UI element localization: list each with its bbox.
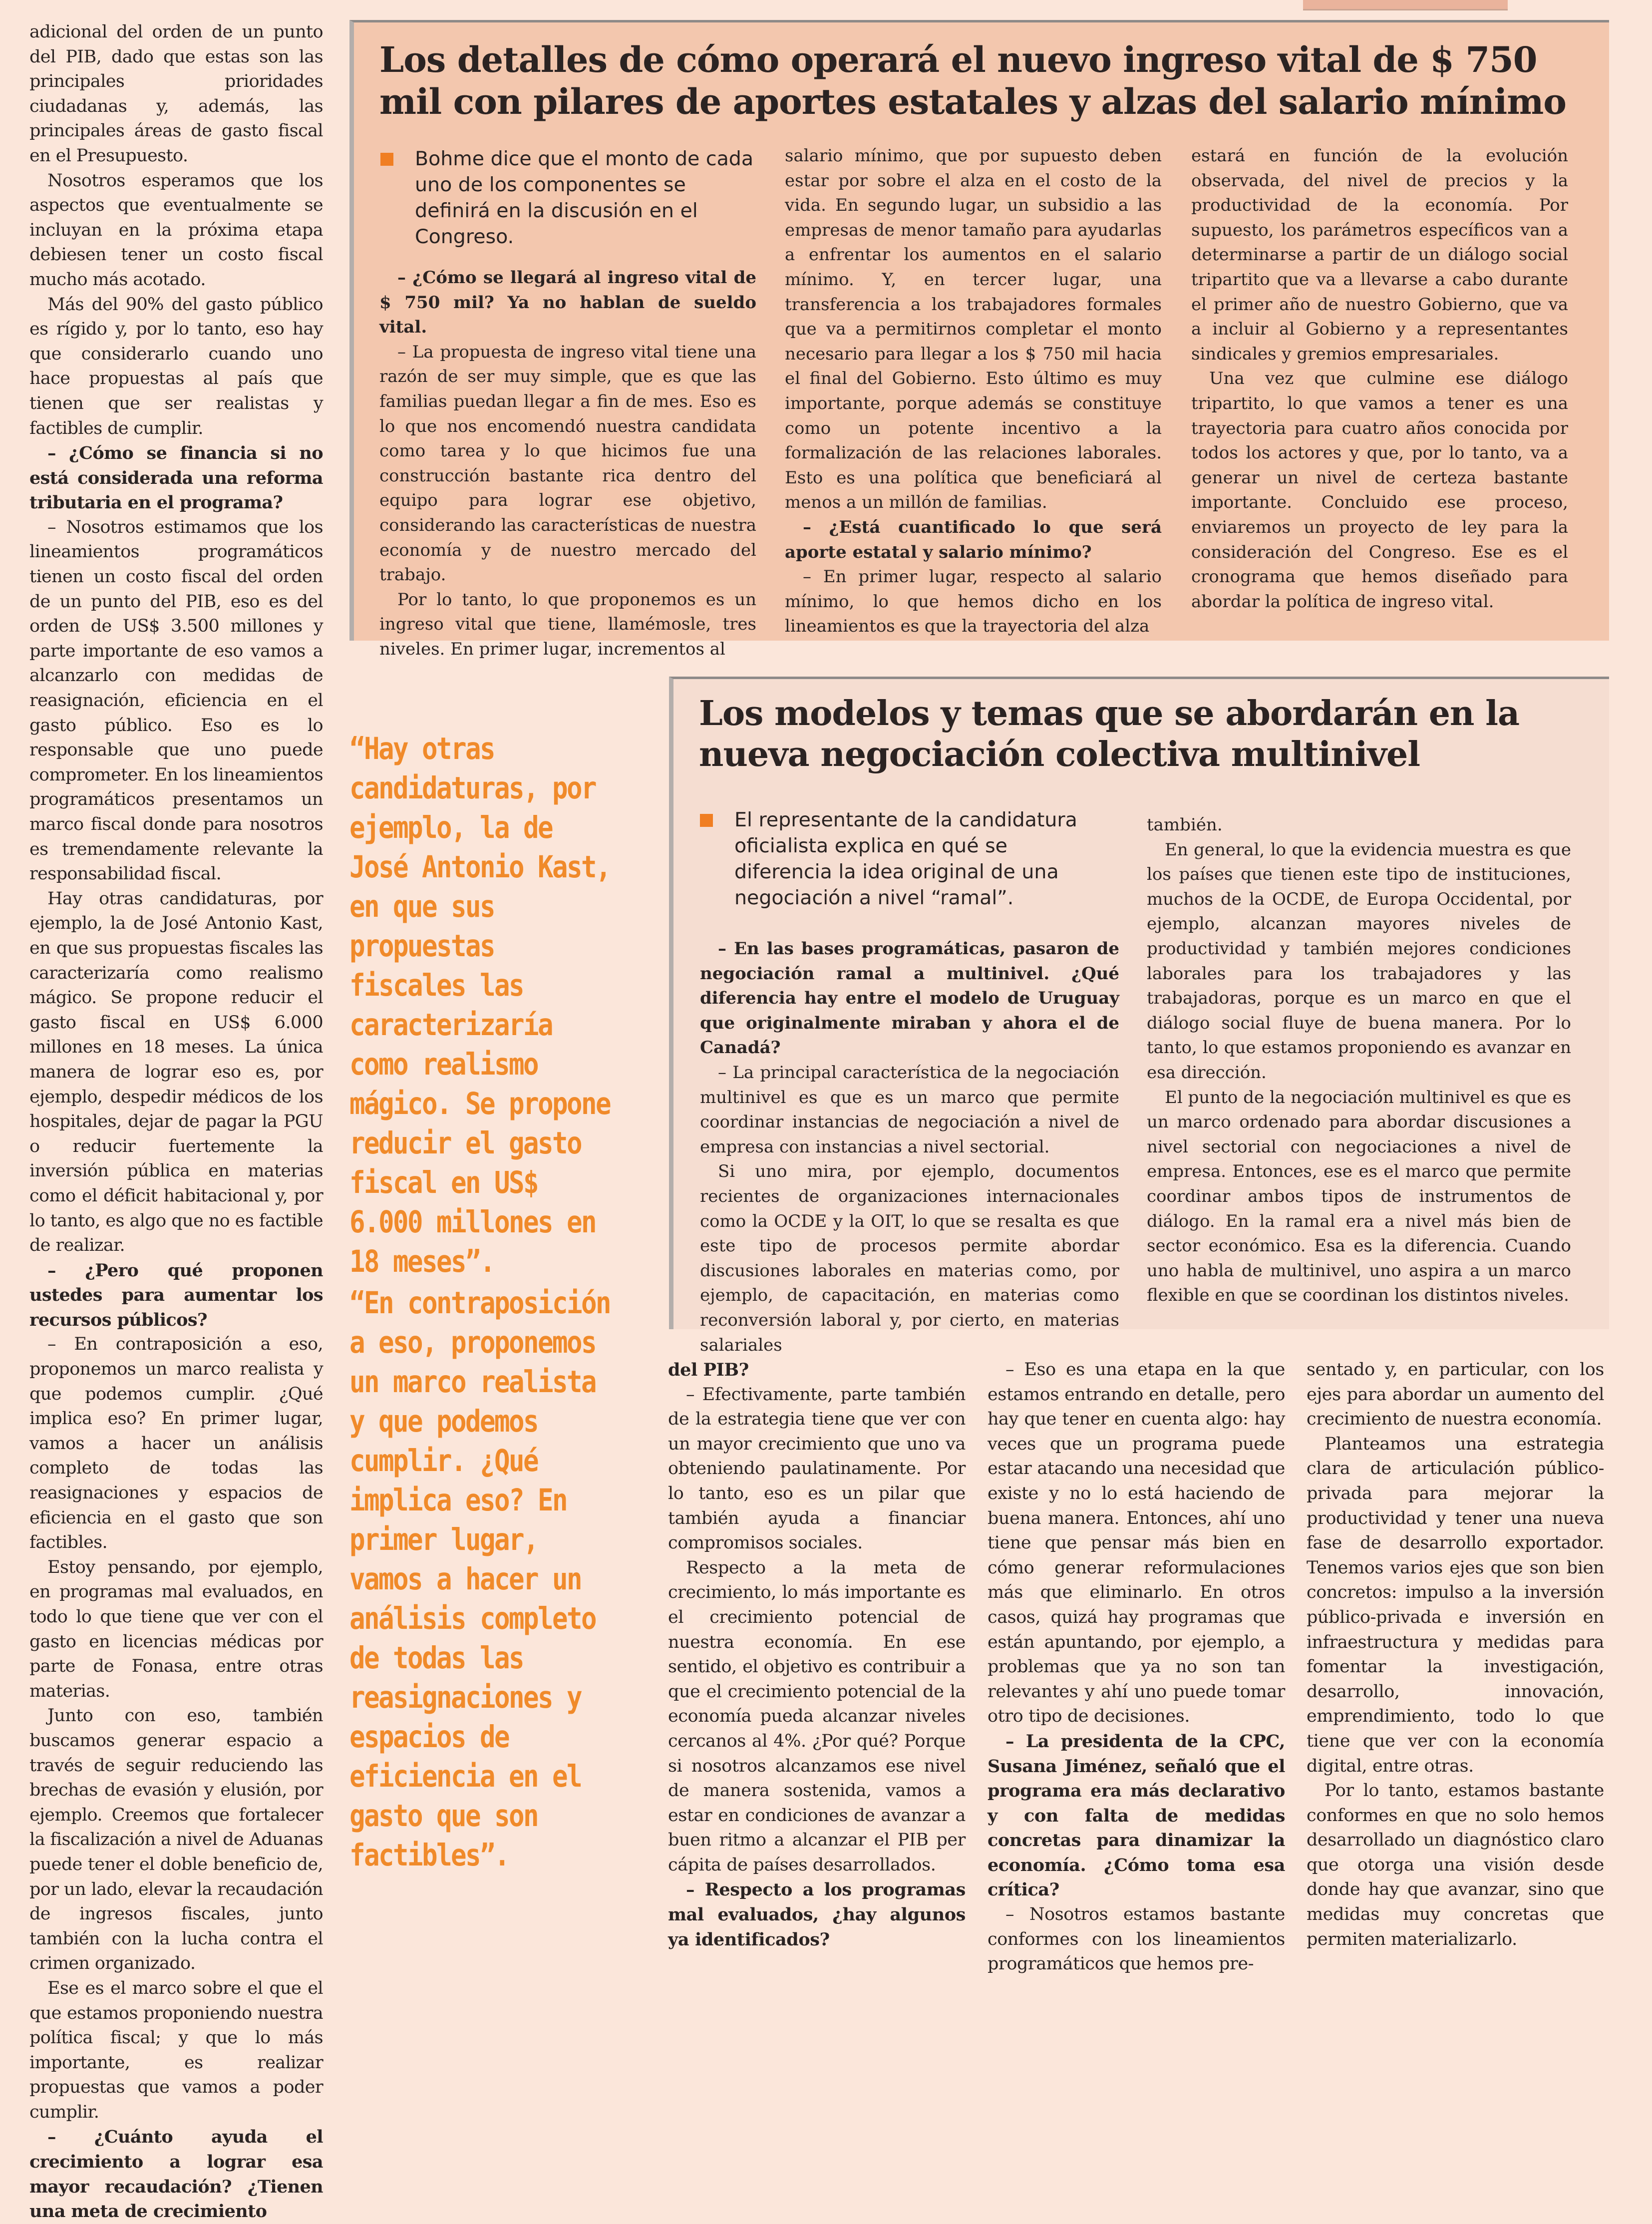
bottom-col-1 (668, 1358, 966, 1952)
interview-question: – En las bases programáticas, pasaron de negociación ramal a multinivel. ¿Qué diferencia hay entre el modelo de Uruguay que originalmente miraban y ahora el de Canadá? (700, 939, 1119, 1058)
bottom-col-2 (988, 1358, 1285, 1977)
paragraph: Si uno mira, por ejemplo, documentos recientes de organizaciones internacionales como la OCDE y la OIT, lo que se resalta es que este tipo de procesos permite abordar discusiones laborales en materias como, por ejemplo, de capacitación, en materias como reconversión laboral y, por cierto, en materias salariales (700, 1161, 1119, 1355)
top-tab-decoration (1303, 0, 1508, 10)
interview-question: – ¿Pero qué proponen ustedes para aumentar los recursos públicos? (29, 1260, 323, 1330)
paragraph: El punto de la negociación multinivel es que es un marco ordenado para abordar discusiones a nivel sectorial con negociaciones a nivel de empresa. Entonces, ese es el marco que permite coordinar ambos tipos de instrumentos de diálogo. En la ramal era a nivel más bien de sector económico. Esa es la diferencia. Cuando uno habla de multinivel, uno aspira a un marco flexible en que se coordinan los distintos niveles. (1147, 1087, 1571, 1306)
paragraph: – Eso es una etapa en la que estamos entrando en detalle, pero hay que tener en cuenta algo: hay veces que un programa puede estar atacando una necesidad que existe y no lo está haciendo de buena manera. Entonces, ahí uno tiene que pensar más bien en cómo generar reformulaciones más que eliminarlo. En otros casos, quizá hay programas que están apuntando, por ejemplo, a problemas que ya no son tan relevantes y ahí uno puede tomar otro tipo de decisiones. (988, 1360, 1285, 1727)
interview-question: del PIB? (668, 1360, 749, 1380)
paragraph: Estoy pensando, por ejemplo, en programas mal evaluados, en todo lo que tiene que ver con el gasto en licencias médicas por parte de Fonasa, entre otras materias. (29, 1557, 323, 1701)
pull-quote-1: “Hay otras candidaturas, por ejemplo, la de José Antonio Kast, en que sus propuestas fiscales las caracterizaría como realismo mágico. Se propone reducir el gasto fiscal en US$ 6.000 millones en 18 meses”. (349, 731, 611, 1279)
paragraph: – Nosotros estimamos que los lineamientos programáticos tienen un costo fiscal del orden de un punto del PIB, eso es del orden de US$ 3.500 millones y parte importante de eso vamos a alcanzarlo con medidas de reasignación, eficiencia en el gasto público. Eso es lo responsable que uno puede comprometer. En los lineamientos programáticos presentamos un marco fiscal donde para nosotros es tremendamente relevante la responsabilidad fiscal. (29, 517, 323, 884)
paragraph: Más del 90% del gasto público es rígido y, por lo tanto, eso hay que considerarlo cuando uno hace propuestas al país que tienen que ser realistas y factibles de cumplir. (29, 294, 323, 438)
paragraph: Hay otras candidaturas, por ejemplo, la de José Antonio Kast, en que sus propuestas fiscales las caracterizaría como realismo mágico. Se propone reducir el gasto fiscal en US$ 6.000 millones en 18 meses. La única manera de lograr eso es, por ejemplo, despedir médicos de los hospitales, dejar de pagar la PGU o reducir fuertemente la inversión pública en materias como el déficit habitacional y, por lo tanto, es algo que no es factible de realizar. (29, 888, 323, 1256)
paragraph: Por lo tanto, estamos bastante conformes en que no solo hemos desarrollado un diagnóstico claro que otorga una visión desde donde hay que avanzar, sino que medidas muy concretas que permiten materializarlo. (1307, 1781, 1604, 1949)
paragraph: salario mínimo, que por supuesto deben estar por sobre el alza en el costo de la vida. En segundo lugar, un subsidio a las empresas de menor tamaño para ayudarlas a enfrentar los aumentos en el salario mínimo. Y, en tercer lugar, una transferencia a los trabajadores formales que va a permitirnos completar el monto necesario para llegar a los $ 750 mil hacia el final del Gobierno. Esto último es muy importante, porque además se constituye como un potente incentivo a la formalización de las relaciones laborales. Esto es una política que beneficiará al menos a un millón de familias. (785, 146, 1162, 513)
paragraph: Junto con eso, también buscamos generar espacio a través de seguir reduciendo las brechas de evasión y elusión, por ejemplo. Creemos que fortalecer la fiscalización a nivel de Aduanas puede tener el doble beneficio de, por un lado, elevar la recaudación de ingresos fiscales, junto también con la lucha contra el crimen organizado. (29, 1706, 323, 1974)
paragraph: Una vez que culmine ese diálogo tripartito, lo que vamos a tener es una trayectoria para cuatro años conocida por todos los actores y que, por lo tanto, va a generar un nivel de certeza bastante importante. Concluido ese proceso, enviaremos un proyecto de ley para la consideración del Congreso. Ese es el cronograma que hemos diseñado para abordar la política de ingreso vital. (1191, 369, 1568, 612)
paragraph: Ese es el marco sobre el que el que estamos proponiendo nuestra política fiscal; y que lo más importante, es realizar propuestas que vamos a poder cumplir. (29, 1978, 323, 2122)
paragraph: adicional del orden de un punto del PIB, dado que estas son las principales prioridades ciudadanas y, además, las principales áreas de gasto fiscal en el Presupuesto. (29, 22, 323, 166)
ingreso-vital-col-2 (785, 144, 1162, 639)
paragraph: estará en función de la evolución observada, del nivel de precios y la productividad de la economía. Por supuesto, los parámetros específicos van a determinarse a partir de un diálogo social tripartito que va a llevarse a cabo durante el primer año de nuestro Gobierno, que va a incluir al Gobierno y a representantes sindicales y gremios empresariales. (1191, 146, 1568, 364)
paragraph: – La principal característica de la negociación multinivel es que es un marco que permite coordinar instancias de negociación a nivel de empresa con instancias a nivel sectorial. (700, 1062, 1119, 1157)
paragraph: – Nosotros estamos bastante conformes con los lineamientos programáticos que hemos pre- (988, 1904, 1285, 1974)
pull-quote-2: “En contraposición a eso, proponemos un marco realista y que podemos cumplir. ¿Qué implica eso? En primer lugar, vamos a hacer un análisis completo de todas las reasignaciones y espacios de eficiencia en el gasto que son factibles”. (349, 1285, 611, 1873)
negociacion-headline: Los modelos y temas que se abordarán en la nueva negociación colectiva multinivel (699, 694, 1520, 774)
ingreso-vital-col-3 (1191, 144, 1568, 614)
paragraph: sentado y, en particular, con los ejes para abordar un aumento del crecimiento de nuestra economía. (1307, 1360, 1604, 1430)
paragraph: – La propuesta de ingreso vital tiene una razón de ser muy simple, que es que las familias puedan llegar a fin de mes. Eso es lo que nos encomendó nuestra candidata como tarea y lo que hicimos fue una construcción bastante rica dentro del equipo para lograr ese objetivo, considerando las características de nuestra economía y de nuestro mercado del trabajo. (379, 342, 756, 585)
paragraph: Respecto a la meta de crecimiento, lo más importante es el crecimiento potencial de nuestra economía. En ese sentido, el objetivo es contribuir a que el crecimiento potencial de la economía pueda alcanzar niveles cercanos al 4%. ¿Por qué? Porque si nosotros alcanzamos ese nivel de manera sostenida, vamos a estar en condiciones de avanzar a buen ritmo a alcanzar el PIB per cápita de países desarrollados. (668, 1557, 966, 1875)
square-bullet-icon (380, 153, 393, 166)
interview-question: – ¿Cuánto ayuda el crecimiento a lograr esa mayor recaudación? ¿Tienen una meta de crecimiento (29, 2127, 323, 2222)
interview-question: – La presidenta de la CPC, Susana Jiménez, señaló que el programa era más declarativo y con falta de medidas concretas para dinamizar la economía. ¿Cómo toma esa crítica? (988, 1731, 1285, 1900)
paragraph: En general, lo que la evidencia muestra es que los países que tienen este tipo de instituciones, muchos de la OCDE, de Europa Occidental, por ejemplo, alcanzan mayores niveles de productividad y también mejores condiciones laborales para los trabajadores y las trabajadoras, porque es un marco en que el diálogo social fluye de buena manera. Por lo tanto, lo que estamos proponiendo es avanzar en esa dirección. (1147, 839, 1571, 1083)
negociacion-lead-text: El representante de la candidatura oficialista explica en qué se diferencia la idea original de una negociación a nivel “ramal”. (734, 808, 1077, 909)
negociacion-lead (700, 807, 1109, 911)
square-bullet-icon (700, 814, 713, 827)
paragraph: – Efectivamente, parte también de la estrategia tiene que ver con un mayor crecimiento que uno va obteniendo paulatinamente. Por lo tanto, eso es un pilar que también ayuda a financiar compromisos sociales. (668, 1384, 966, 1553)
left-column (29, 20, 323, 2224)
interview-question: – ¿Cómo se financia si no está considerada una reforma tributaria en el programa? (29, 443, 323, 513)
paragraph: Nosotros esperamos que los aspectos que eventualmente se incluyan en la próxima etapa debiesen tener un costo fiscal mucho más acotado. (29, 170, 323, 290)
paragraph: – En contraposición a eso, proponemos un marco realista y que podemos cumplir. ¿Qué implica eso? En primer lugar, vamos a hacer un análisis completo de todas las reasignaciones y espacios de eficiencia en el gasto que son factibles. (29, 1334, 323, 1553)
interview-question: – ¿Cómo se llegará al ingreso vital de $ 750 mil? Ya no hablan de sueldo vital. (379, 268, 756, 338)
interview-question: – ¿Está cuantificado lo que será aporte estatal y salario mínimo? (785, 517, 1162, 562)
ingreso-vital-headline: Los detalles de cómo operará el nuevo ingreso vital de $ 750 mil con pilares de aportes estatales y alzas del salario mínimo (379, 39, 1566, 122)
negociacion-col-2 (1147, 813, 1571, 1308)
ingreso-vital-lead (380, 146, 756, 250)
paragraph: Planteamos una estrategia clara de articulación público-privada para mejorar la productividad y tener una nueva fase de desarrollo exportador. Tenemos varios ejes que son bien concretos: impulso a la inversión público-privada e inversión en infraestructura y medidas para fomentar la investigación, desarrollo, innovación, emprendimiento, todo lo que tiene que ver con la economía digital, entre otras. (1307, 1434, 1604, 1776)
paragraph: – En primer lugar, respecto al salario mínimo, lo que hemos dicho en los lineamientos es que la trayectoria del alza (785, 567, 1162, 637)
negociacion-col-1 (700, 937, 1119, 1358)
ingreso-vital-lead-text: Bohme dice que el monto de cada uno de los componentes se definirá en la discusión en el Congreso. (415, 147, 754, 248)
interview-question: – Respecto a los programas mal evaluados, ¿hay algunos ya identificados? (668, 1879, 966, 1950)
paragraph: Por lo tanto, lo que proponemos es un ingreso vital que tiene, llamémosle, tres niveles. En primer lugar, incrementos al (379, 589, 756, 659)
bottom-col-3 (1307, 1358, 1604, 1952)
paragraph: también. (1147, 815, 1223, 835)
ingreso-vital-col-1 (379, 266, 756, 662)
